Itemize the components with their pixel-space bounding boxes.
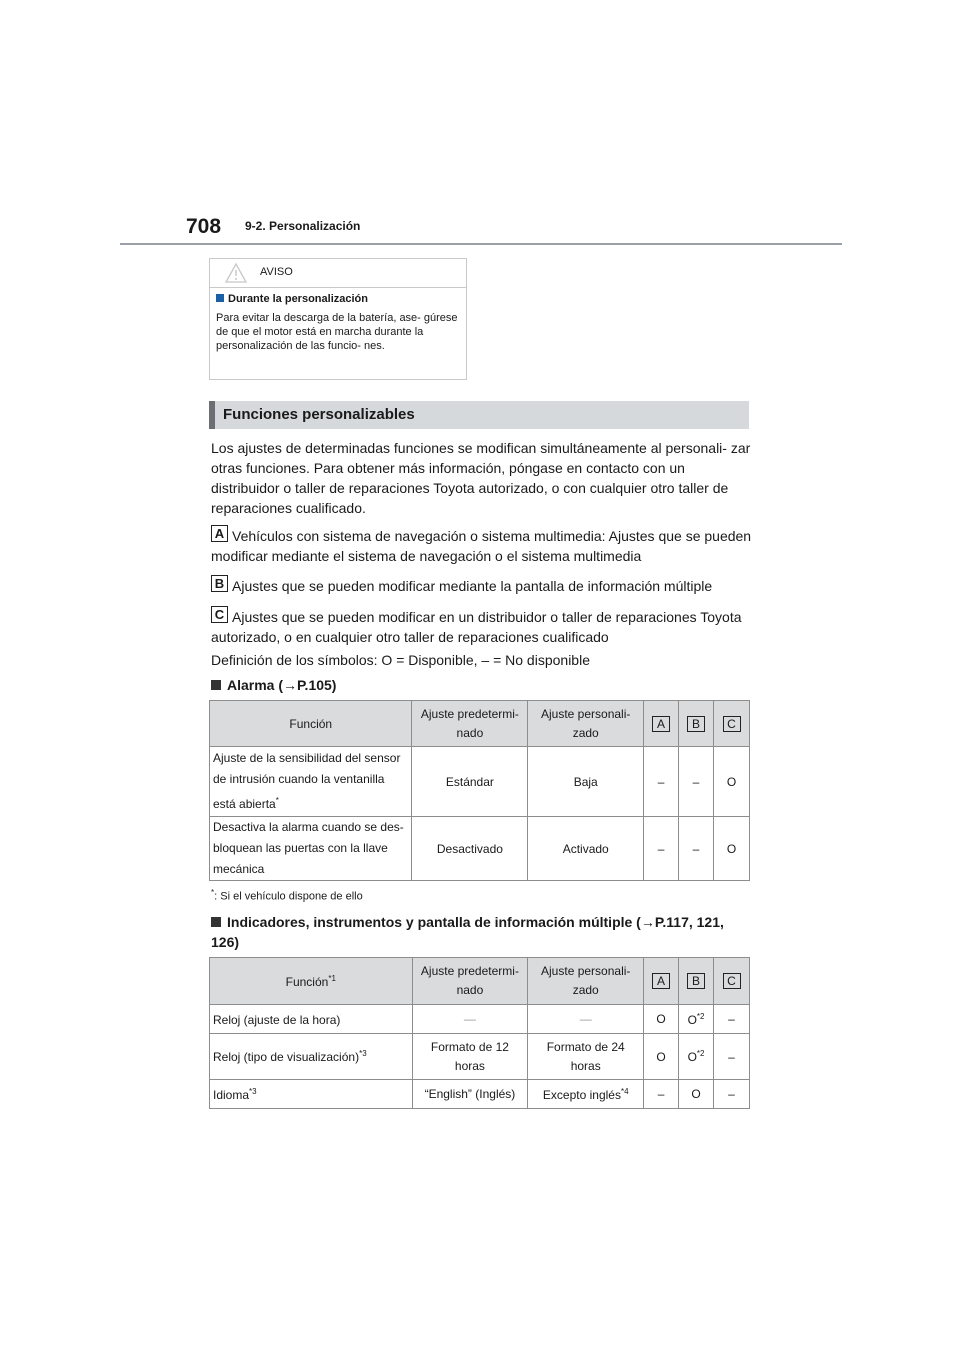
header-custom: Ajuste personali- zado xyxy=(528,958,644,1005)
warning-header xyxy=(210,259,466,288)
table-row xyxy=(210,1005,750,1034)
row-a: – xyxy=(644,817,679,881)
row-default: Formato de 12 horas xyxy=(412,1034,528,1080)
table-row xyxy=(210,1034,750,1080)
row-a: O xyxy=(644,1005,679,1034)
row-b: – xyxy=(679,747,714,817)
table-header-row xyxy=(210,958,750,1005)
row-custom: Formato de 24 horas xyxy=(528,1034,644,1080)
row-function: Idioma$^{*3}$ xyxy=(210,1080,413,1109)
header-divider xyxy=(120,243,842,245)
warning-subtitle: Durante la personalización xyxy=(216,293,368,305)
alarm-footnote: *: Si el vehículo dispone de ello xyxy=(211,888,363,903)
legend-c-text: Ajustes que se pueden modificar en un distribuidor o taller de reparaciones Toyota autorizado, o en cualquier otro taller de reparaciones cualificado xyxy=(211,609,742,645)
row-default: — xyxy=(412,1005,528,1034)
header-default: Ajuste predetermi- nado xyxy=(412,958,528,1005)
row-c: – xyxy=(714,1005,750,1034)
row-custom: — xyxy=(528,1005,644,1034)
warning-body: Para evitar la descarga de la batería, ase- gúrese de que el motor está en marcha durante la personalización de las funcio- nes. xyxy=(216,312,458,352)
row-b: – xyxy=(679,817,714,881)
row-a: – xyxy=(644,1080,679,1109)
header-c: C xyxy=(714,958,750,1005)
row-default: Estándar xyxy=(412,747,528,817)
table-row xyxy=(210,747,750,817)
bullet-square-icon xyxy=(211,680,221,690)
table-row xyxy=(210,1080,750,1109)
row-a: – xyxy=(644,747,679,817)
row-c: – xyxy=(714,1034,750,1080)
header-a: A xyxy=(644,701,679,747)
legend-a-key: A xyxy=(211,525,228,542)
warning-triangle-icon xyxy=(224,262,248,284)
row-c: O xyxy=(714,747,750,817)
header-custom: Ajuste personali- zado xyxy=(528,701,644,747)
row-b: O xyxy=(679,1080,714,1109)
page-number: 708 xyxy=(186,215,222,238)
warning-box xyxy=(209,258,467,380)
symbols-definition: Definición de los símbolos: O = Disponible, – = No disponible xyxy=(211,652,590,668)
warning-title: AVISO xyxy=(260,266,293,278)
row-b: $O^{*2}$ xyxy=(679,1005,714,1034)
table-row xyxy=(210,817,750,881)
intro-paragraph: Los ajustes de determinadas funciones se modifican simultáneamente al personali- zar otras funciones. Para obtener más información, póngase en contacto con un distribuidor o taller de reparaciones Toyota autorizado, o con cualquier otro taller de reparaciones cualificado. xyxy=(211,440,751,516)
heading-text: Funciones personalizables xyxy=(223,406,415,423)
row-default: Desactivado xyxy=(412,817,528,881)
row-function: Reloj (tipo de visualización)$^{*3}$ xyxy=(210,1034,413,1080)
header-funcion: Función xyxy=(210,701,412,747)
alarm-table xyxy=(209,700,750,881)
table-header-row xyxy=(210,701,750,747)
header-b: B xyxy=(679,701,714,747)
row-function: Ajuste de la sensibilidad del sensor de intrusión cuando la ventanilla está abierta* xyxy=(210,747,412,817)
legend-b-key: B xyxy=(211,575,228,592)
row-function: Desactiva la alarma cuando se des- bloquean las puertas con la llave mecánica xyxy=(210,817,412,881)
blue-square-icon xyxy=(216,294,224,302)
row-custom: Activado xyxy=(528,817,644,881)
row-custom: Excepto inglés$^{*4}$ xyxy=(528,1080,644,1109)
legend-b-text: Ajustes que se pueden modificar mediante la pantalla de información múltiple xyxy=(232,578,713,594)
legend-a-text: Vehículos con sistema de navegación o sistema multimedia: Ajustes que se pueden modificar mediante el sistema de navegación o el sistema multimedia xyxy=(211,528,752,564)
header-b: B xyxy=(679,958,714,1005)
row-custom: Baja xyxy=(528,747,644,817)
header-c: C xyxy=(714,701,750,747)
bullet-square-icon xyxy=(211,917,221,927)
row-function: Reloj (ajuste de la hora) xyxy=(210,1005,413,1034)
header-a: A xyxy=(644,958,679,1005)
alarm-subheading: Alarma (→P.105) xyxy=(211,677,336,693)
row-b: $O^{*2}$ xyxy=(679,1034,714,1080)
indicators-table xyxy=(209,957,750,1109)
row-c: O xyxy=(714,817,750,881)
section-heading xyxy=(209,401,749,429)
legend-c-key: C xyxy=(211,606,228,623)
row-c: – xyxy=(714,1080,750,1109)
indicators-subheading: Indicadores, instrumentos y pantalla de información múltiple (→P.117, 121, 126) xyxy=(211,914,724,950)
row-a: O xyxy=(644,1034,679,1080)
section-title: 9-2. Personalización xyxy=(245,219,361,233)
header-funcion: Función$^{*1}$ xyxy=(210,958,413,1005)
header-default: Ajuste predetermi- nado xyxy=(412,701,528,747)
heading-bar xyxy=(209,401,215,429)
row-default: “English” (Inglés) xyxy=(412,1080,528,1109)
